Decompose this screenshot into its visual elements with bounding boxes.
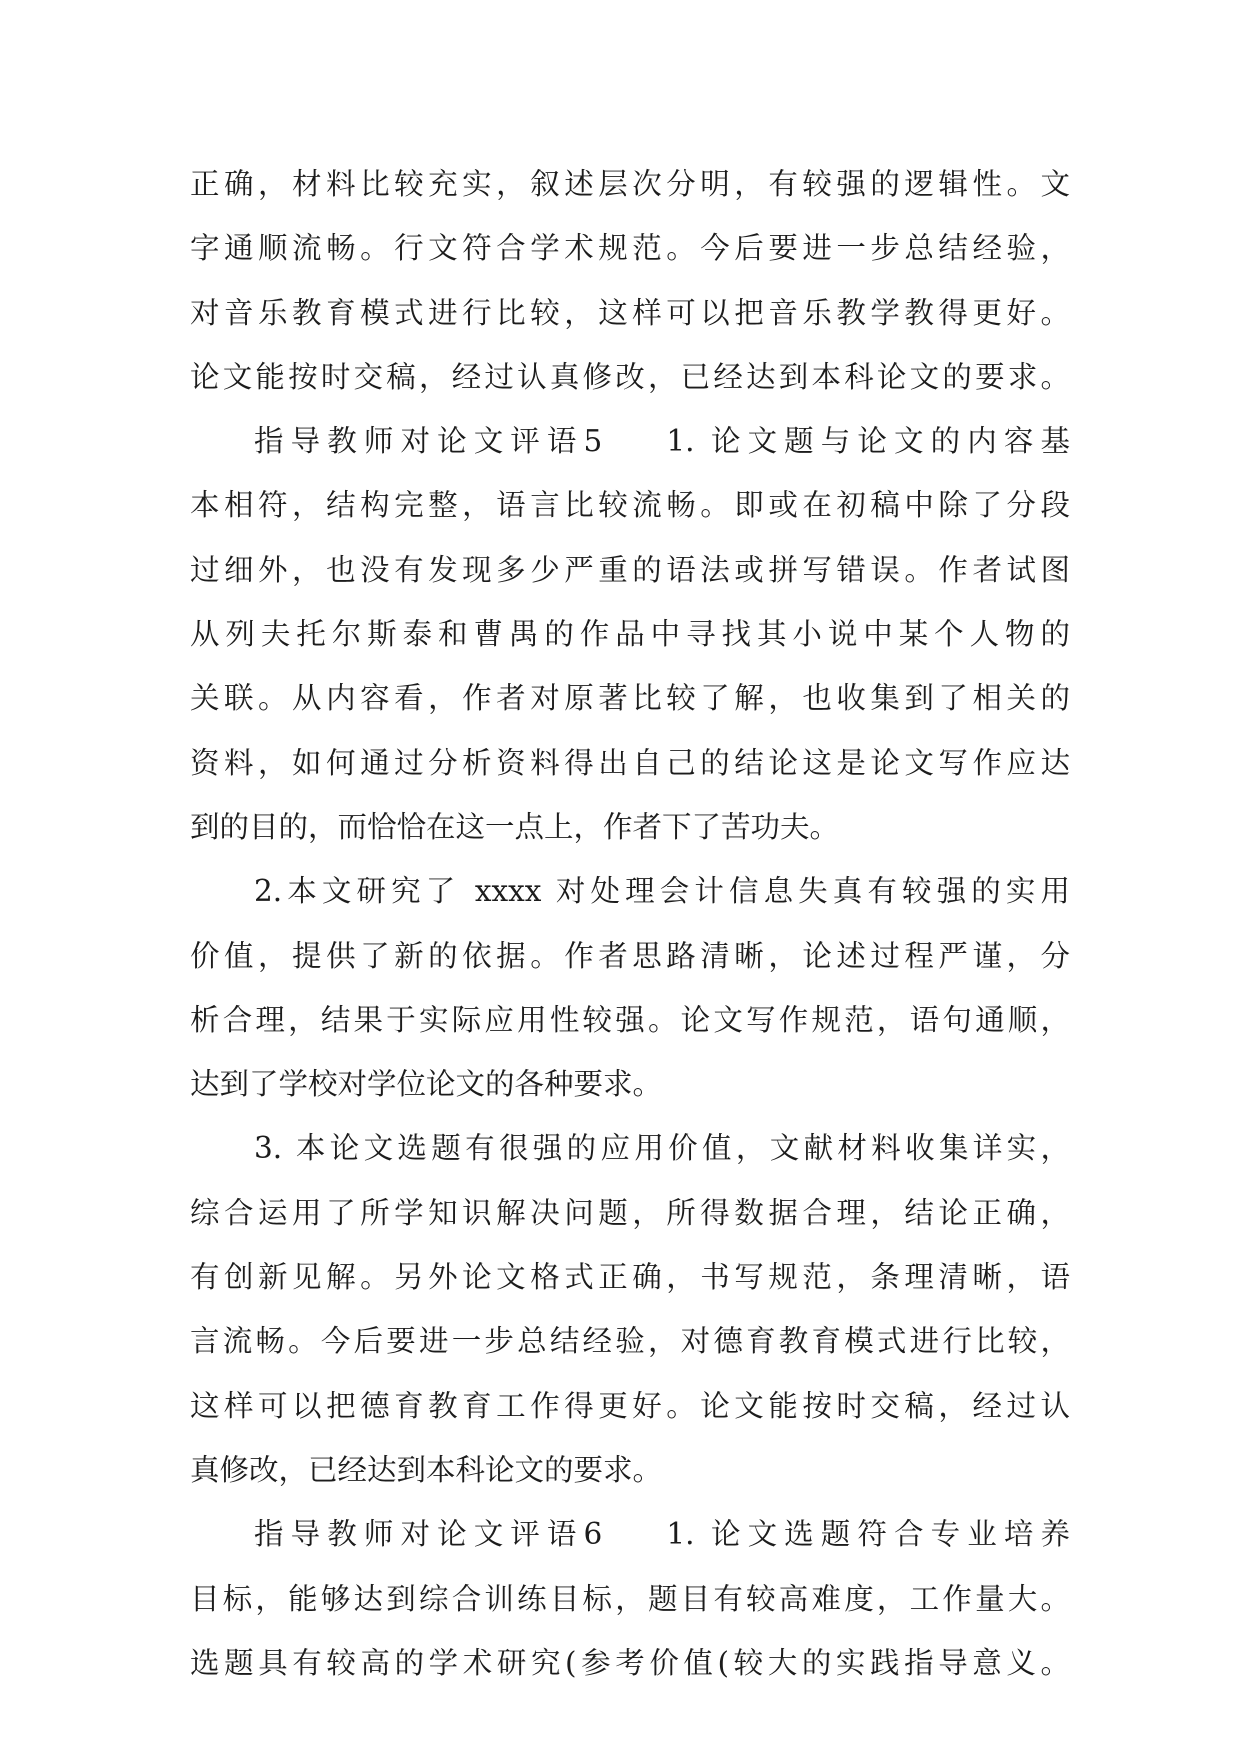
paragraph-continuation (190, 152, 1070, 409)
text-line: 本相符，结构完整，语言比较流畅。即或在初稿中除了分段 (190, 488, 1070, 523)
section-heading-line (190, 409, 1070, 473)
text-line: 真修改，已经达到本科论文的要求。 (190, 1452, 663, 1487)
document-body (190, 152, 1070, 1695)
text-line: 有创新见解。另外论文格式正确，书写规范，条理清晰，语 (190, 1260, 1070, 1295)
item-lead: 1. 论文题与论文的内容基 (666, 424, 1070, 459)
paragraph-section-5 (190, 409, 1070, 859)
text-line: 言流畅。今后要进一步总结经验，对德育教育模式进行比较， (190, 1324, 1070, 1359)
text-line: 字通顺流畅。行文符合学术规范。今后要进一步总结经验， (190, 231, 1070, 266)
text-line: 资料，如何通过分析资料得出自己的结论这是论文写作应达 (190, 745, 1070, 780)
text-line: 这样可以把德育教育工作得更好。论文能按时交稿，经过认 (190, 1388, 1070, 1423)
text-line: 3. 本论文选题有很强的应用价值，文献材料收集详实， (254, 1131, 1070, 1166)
text-line: 正确，材料比较充实，叙述层次分明，有较强的逻辑性。文 (190, 167, 1070, 201)
text-line: 从列夫托尔斯泰和曹禺的作品中寻找其小说中某个人物的 (190, 617, 1070, 652)
paragraph-item-3 (190, 1116, 1070, 1502)
text-line: 过细外，也没有发现多少严重的语法或拼写错误。作者试图 (190, 552, 1070, 587)
text-line: 选题具有较高的学术研究(参考价值(较大的实践指导意义。 (190, 1645, 1070, 1680)
text-line: 价值，提供了新的依据。作者思路清晰，论述过程严谨，分 (190, 938, 1070, 973)
text-line: 对音乐教育模式进行比较，这样可以把音乐教学教得更好。 (190, 295, 1070, 330)
text-line: 综合运用了所学知识解决问题，所得数据合理，结论正确， (190, 1195, 1070, 1230)
text-line: 到的目的，而恰恰在这一点上，作者下了苦功夫。 (190, 809, 840, 844)
paragraph-item-2 (190, 859, 1070, 1116)
text-line: 2.本文研究了 xxxx 对处理会计信息失真有较强的实用 (254, 874, 1070, 909)
section-heading-line (190, 1502, 1070, 1566)
paragraph-section-6 (190, 1502, 1070, 1695)
text-line: 论文能按时交稿，经过认真修改，已经达到本科论文的要求。 (190, 359, 1070, 394)
text-line: 目标，能够达到综合训练目标，题目有较高难度，工作量大。 (190, 1581, 1070, 1616)
section-heading: 指导教师对论文评语6 (254, 1517, 603, 1552)
text-line: 析合理，结果于实际应用性较强。论文写作规范，语句通顺， (190, 1002, 1070, 1037)
text-line: 关联。从内容看，作者对原著比较了解，也收集到了相关的 (190, 681, 1070, 716)
item-lead: 1. 论文选题符合专业培养 (666, 1517, 1070, 1552)
section-heading: 指导教师对论文评语5 (254, 424, 603, 459)
text-line: 达到了学校对学位论文的各种要求。 (190, 1067, 663, 1102)
